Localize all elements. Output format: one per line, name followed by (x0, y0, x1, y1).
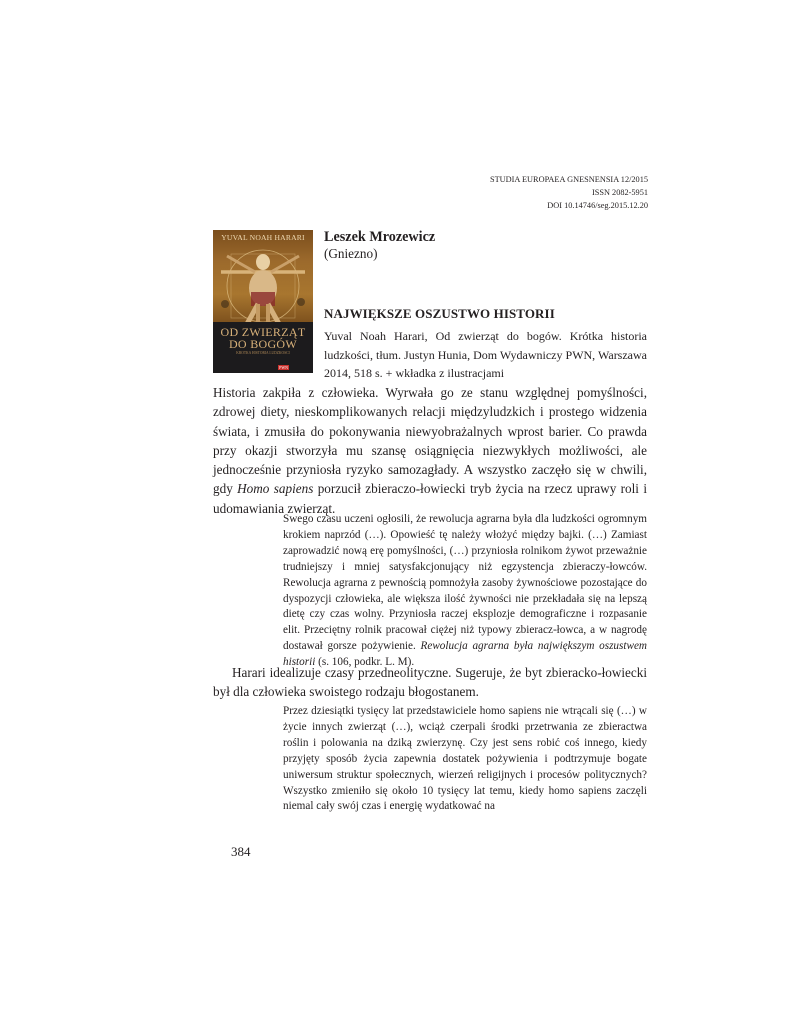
author-affiliation: (Gniezno) (324, 246, 378, 261)
article-title: NAJWIĘKSZE OSZUSTWO HISTORII (324, 306, 555, 321)
quote-emphasis: Rewolucja agrarna była największym oszustwem historii (283, 640, 647, 669)
journal-doi: DOI 10.14746/seg.2015.12.20 (547, 201, 648, 210)
cover-subtitle: KRÓTKA HISTORIA LUDZKOŚCI (236, 351, 290, 355)
body-paragraph-2: Harari idealizuje czasy przedneolityczne. Sugeruje, że byt zbieracko-łowiecki był dla człowieka swoistego rodzaju błogostanem. (213, 665, 647, 700)
italic-term: Homo sapiens (237, 481, 314, 497)
quote-text: Swego czasu uczeni ogłosili, że rewolucja agrarna była dla ludzkości ogromnym krokiem naprzód (…). Opowieść tę należy włożyć między bajki. (…) Zamiast zaprowadzić nową erę pomyślności, (…) przyniosła rolnikom żywot przeważnie trudniejszy i mniej satysfakcjonujący niż egzystencja zbieraczy-łowców. Rewolucja agrarna z pewnością pomnożyła zasoby żywnościowe pozostające do dyspozycji człowieka, ale większa ilość żywności nie przekładała się na lepszą dietę czy czas wolny. Przyniosła raczej eksplozje demograficzne i rozpasanie elit. Przeciętny rolnik pracował ciężej niż typowy zbieracz-łowca, a w nagrodę dostawał gorsze pożywienie. (283, 513, 647, 653)
quote-citation: (s. 106, podkr. L. M). (315, 656, 415, 669)
paragraph-text: Historia zakpiła z człowieka. Wyrwała go ze stanu względnej pomyślności, zdrowej diety, nieskomplikowanych relacji międzyludzkich i prostego widzenia świata, i zmusiła do pokonywania niewyobrażalnych wprost barier. Co prawda przy okazji stworzyła mu szansę osiągnięcia niezwykłych możliwości, ale jednocześnie przyniosła ryzyko samozagłady. A wszystko zaczęło się w chwili, gdy (213, 385, 647, 497)
vitruvian-figure-illustration (213, 242, 313, 324)
book-reference: Yuval Noah Harari, Od zwierząt do bogów. Krótka historia ludzkości, tłum. Justyn Hunia, Dom Wydawniczy PWN, Warszawa 2014, 518 s. + wkładka z ilustracjami (324, 329, 647, 380)
paragraph-text: porzucił zbieraczo-łowiecki tryb życia na rzecz uprawy roli i udomawiania zwierząt. (213, 481, 647, 516)
journal-name: STUDIA EUROPAEA GNESNENSIA 12/2015 (489, 175, 648, 184)
book-cover-image (213, 230, 313, 373)
page-number: 384 (231, 844, 251, 859)
journal-issn: ISSN 2082-5951 (591, 188, 648, 197)
body-paragraph-1 (213, 383, 647, 518)
block-quote-1 (283, 512, 647, 671)
cover-publisher-logo: PWN (279, 365, 288, 370)
journal-header (348, 173, 648, 212)
cover-title-line-1: OD ZWIERZĄT (220, 325, 306, 339)
cover-author: YUVAL NOAH HARARI (221, 233, 305, 242)
block-quote-2: Przez dziesiątki tysięcy lat przedstawiciele homo sapiens nie wtrącali się (…) w życie innych zwierząt (…), wciąż czerpali środki przetrwania ze zbieractwa roślin i polowania na dziką zwierzynę. Czy jest sens robić coś innego, kiedy przyjęty sposób życia zapewnia dostatek pożywienia i podtrzymuje bogate uniwersum struktur społecznych, wierzeń religijnych i procesów politycznych? Wszystko zmieniło się około 10 tysięcy lat temu, kiedy homo sapiens zaczęli niemal cały swój czas i energię wydatkować na (283, 705, 647, 813)
cover-title-line-2: DO BOGÓW (228, 337, 298, 351)
author-name: Leszek Mrozewicz (324, 229, 436, 245)
cover-title (213, 326, 313, 350)
